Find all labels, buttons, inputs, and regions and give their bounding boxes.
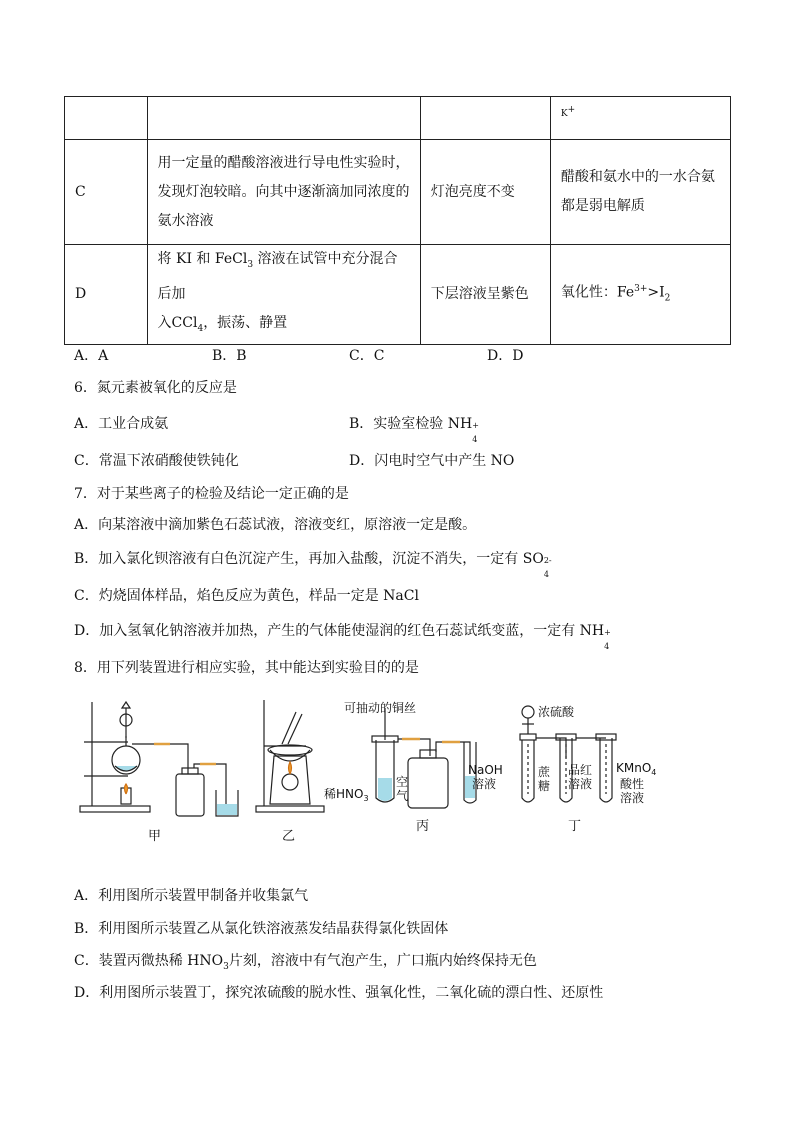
kmno4-label: KMnO$_4$: [616, 761, 657, 777]
conclusion-line: 醋酸和氨水中的一水合氨: [560, 169, 715, 185]
apparatus-figure: [70, 694, 670, 844]
naoh-label-2: 溶液: [472, 777, 497, 791]
copper-wire-label: 可抽动的铜丝: [344, 701, 417, 715]
air-label-1: 空: [396, 775, 409, 789]
q5-option-d: D．D: [487, 348, 524, 364]
q7-option-d: D．加入氢氧化钠溶液并加热，产生的气体能使湿润的红色石蕊试纸变蓝，一定有 NH + 4: [74, 623, 611, 651]
label-bing: 丙: [416, 819, 430, 834]
sucrose-label-1: 蔗: [538, 765, 551, 779]
q5-option-b: B．B: [212, 348, 247, 364]
operation-cell: [147, 140, 420, 245]
operation-line: 用一定量的醋酸溶液进行导电性实验时，: [157, 154, 410, 171]
apparatus-bing: [372, 708, 476, 808]
operation-line: 入CCl$_4$，振荡、静置: [157, 314, 288, 334]
acidic-label: 酸性: [620, 777, 645, 791]
conclusion-cell: 氧化性：$Fe^{3+}>I_2$: [550, 245, 730, 345]
q7-stem: 7．对于某些离子的检验及结论一定正确的是: [74, 486, 349, 502]
q8-option-c: C．装置丙微热稀 $HNO_3$片刻，溶液中有气泡产生，广口瓶内始终保持无色: [74, 953, 537, 972]
naoh-label-1: NaOH: [468, 763, 503, 777]
operation-cell: [147, 245, 420, 345]
label-jia: 甲: [148, 829, 162, 844]
pinhong-label-2: 溶液: [568, 777, 593, 791]
label-ding: 丁: [568, 819, 582, 834]
row-label: D: [65, 245, 148, 345]
operation-line: 将 KI 和 FeCl$_3$ 溶液在试管中充分混合后加: [157, 251, 398, 302]
sucrose-label-2: 糖: [538, 779, 551, 793]
apparatus-jia: [80, 702, 238, 816]
q6-stem: 6．氮元素被氧化的反应是: [74, 380, 237, 396]
table-row: [65, 97, 731, 140]
operation-line: 发现灯泡较暗。向其中逐渐滴加同浓度的: [157, 183, 410, 200]
table-cell: [420, 97, 550, 140]
conclusion-line: 都是弱电解质: [560, 198, 645, 214]
table-cell: [550, 97, 730, 140]
k-ion-text: K+: [560, 104, 576, 119]
q8-stem: 8．用下列装置进行相应实验，其中能达到实验目的的是: [74, 660, 419, 676]
table-row: [65, 245, 731, 345]
apparatus-yi: [256, 700, 324, 812]
dilute-hno3-label: 稀$HNO_3$: [324, 787, 369, 803]
conc-h2so4-label: 浓硫酸: [538, 705, 575, 719]
q8-option-d: D．利用图所示装置丁，探究浓硫酸的脱水性、强氧化性，二氧化硫的漂白性、还原性: [74, 985, 604, 1001]
air-label-2: 气: [396, 789, 409, 803]
table-cell: [147, 97, 420, 140]
q6-option-c: C．常温下浓硝酸使铁钝化: [74, 453, 239, 469]
q6-option-b: B．实验室检验 NH + 4: [349, 416, 479, 444]
q7-option-c: C．灼烧固体样品，焰色反应为黄色，样品一定是 NaCl: [74, 588, 419, 604]
operation-line: 氨水溶液: [157, 212, 214, 229]
table-cell: [65, 97, 148, 140]
phenomenon-cell: 下层溶液呈紫色: [420, 245, 550, 345]
q5-option-a: A．A: [74, 348, 109, 364]
q6-option-a: A．工业合成氨: [74, 416, 169, 432]
q7-option-a: A．向某溶液中滴加紫色石蕊试液，溶液变红，原溶液一定是酸。: [74, 517, 477, 533]
solution-label: 溶液: [620, 791, 645, 805]
label-yi: 乙: [282, 829, 296, 844]
q7-option-b: B．加入氯化钡溶液有白色沉淀产生，再加入盐酸，沉淀不消失，一定有 SO 2- 4: [74, 551, 552, 579]
row-label: C: [65, 140, 148, 245]
table-row: [65, 140, 731, 245]
options-table: [64, 96, 731, 345]
q8-option-a: A．利用图所示装置甲制备并收集氯气: [74, 888, 309, 904]
q6-option-d: D．闪电时空气中产生 NO: [349, 453, 515, 469]
conclusion-cell: [550, 140, 730, 245]
pinhong-label-1: 品红: [568, 763, 593, 777]
q8-option-b: B．利用图所示装置乙从氯化铁溶液蒸发结晶获得氯化铁固体: [74, 921, 449, 937]
phenomenon-cell: 灯泡亮度不变: [420, 140, 550, 245]
q5-option-c: C．C: [349, 348, 385, 364]
